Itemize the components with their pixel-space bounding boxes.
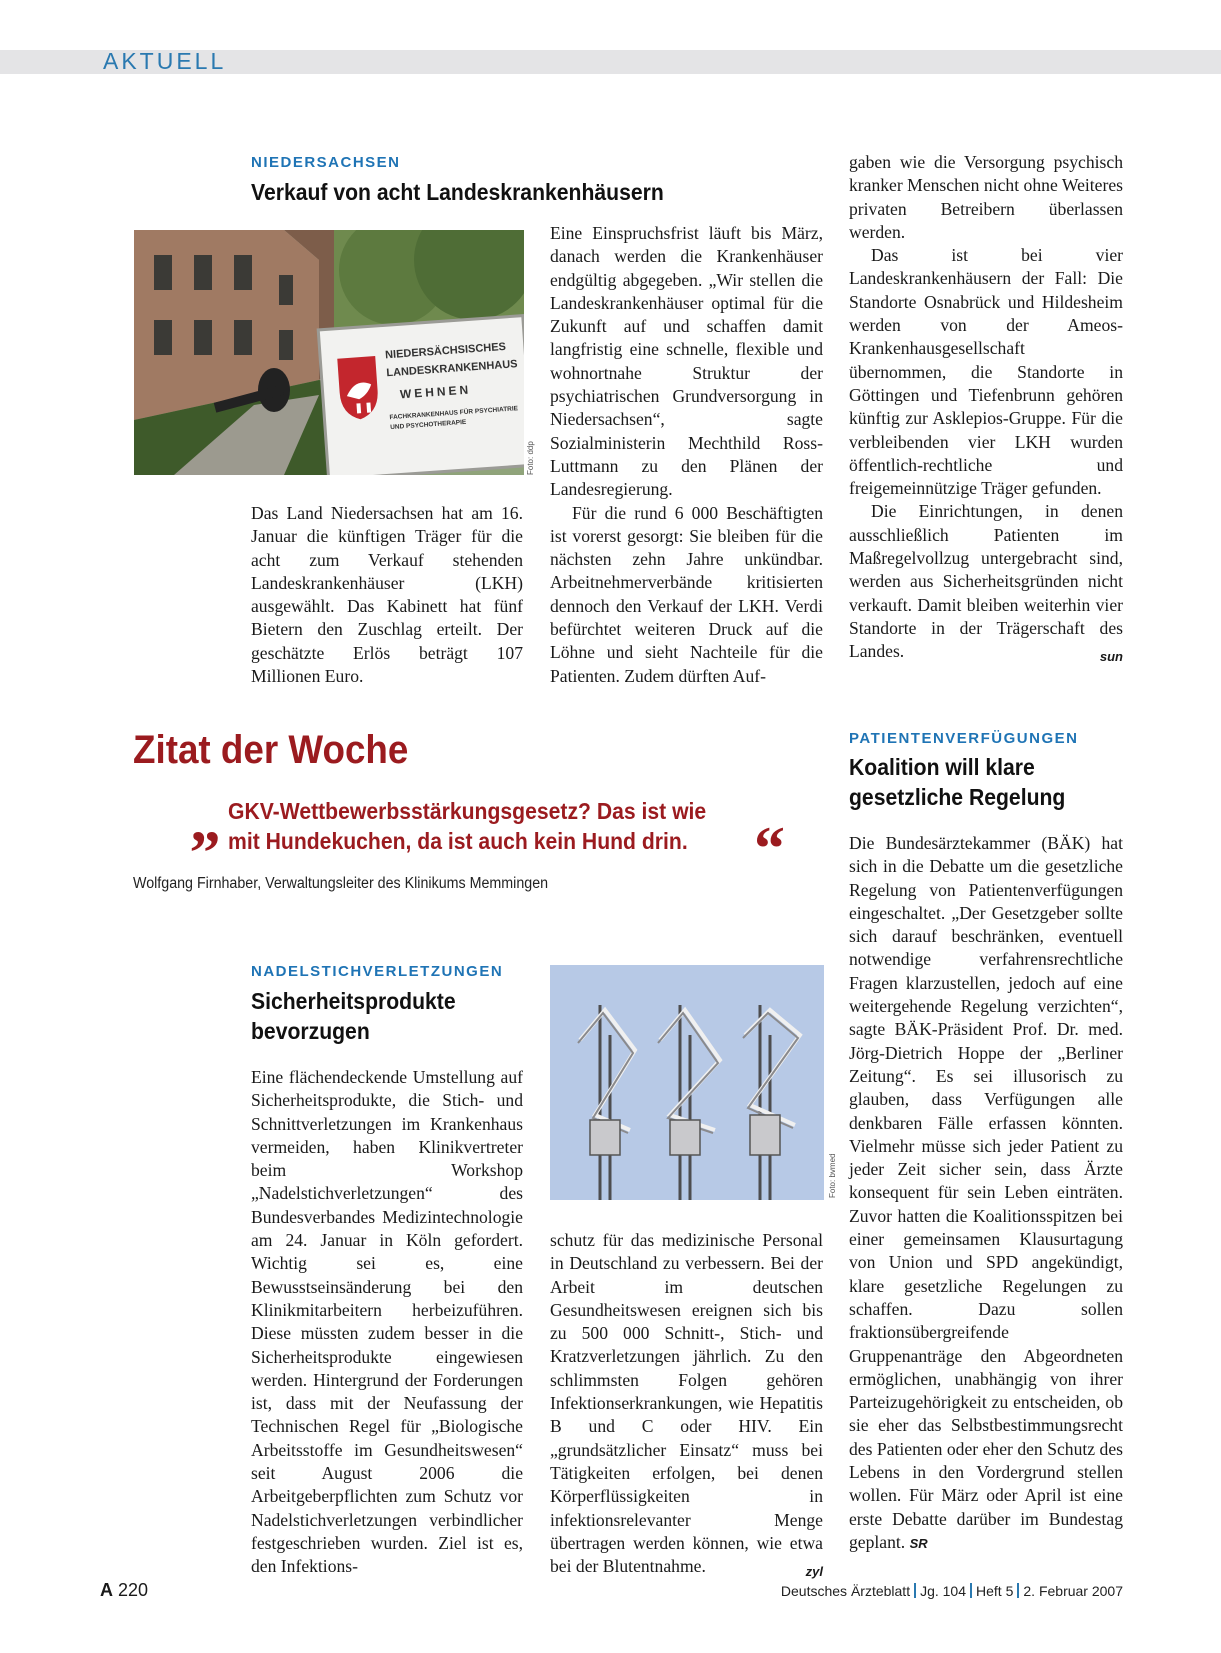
footer-volume: Jg. 104: [920, 1583, 967, 1599]
footer-divider: [1017, 1583, 1019, 1598]
article2-signature: SR: [909, 1535, 928, 1551]
article3-col1-text: Eine flächendeckende Umstellung auf Sicherheitsprodukte, die Stich- und Schnittverletzungen im Krankenhaus vermeiden, haben Klinikvertreter beim Workshop „Nadelstichverletzungen“ des Bundesverbandes Medizintechnologie am 24. Januar in Köln gefordert. Wichtig sei es, eine Bewusstseinsänderung bei den Klinikmitarbeitern herbeizuführen. Diese müssten zudem besser in die Sicherheitsprodukte eingewiesen werden. Hintergrund der Forderungen ist, dass mit der Neufassung der Technischen Regel für „Biologische Arbeitsstoffe im Gesundheitswesen“ seit August 2006 die Arbeitgeberpflichten zum Schutz vor Nadelstichverletzungen verbindlicher festgeschrieben wurden. Ziel ist es, den Infektions-: [251, 1067, 523, 1577]
article2-body-p: [849, 832, 1123, 1555]
article1-col1-text: Das Land Niedersachsen hat am 16. Januar die künftigen Träger für die acht zum Verkauf stehenden Landeskrankenhäuser (LKH) ausgewählt. Das Kabinett hat fünf Bietern den Zuschlag erteilt. Der geschätzte Erlös beträgt 107 Millionen Euro.: [251, 503, 523, 687]
article1-signature: sun: [1099, 649, 1123, 665]
footer-divider: [914, 1583, 916, 1598]
article1-headline: Verkauf von acht Landeskrankenhäusern: [251, 179, 664, 205]
article1-col3: [849, 151, 1123, 669]
article2-headline: Koalition will klare gesetzliche Regelung: [849, 754, 1066, 810]
footer-journal: Deutsches Ärzteblatt: [780, 1583, 911, 1599]
article2-kicker: PATIENTENVERFÜGUNGEN: [849, 730, 1079, 747]
article1-kicker: NIEDERSACHSEN: [251, 154, 401, 171]
article1-col2-p1: Eine Einspruchsfrist läuft bis März, danach werden die Krankenhäuser endgültig abgegeben. „Wir stellen die Landeskrankenhäuser optimal für die Zukunft auf und schaffen damit langfristig eine schnelle, flexible und wohnortnahe Struktur der psychiatrischen Grundversorgung in Niedersachsen“, sagte Sozialministerin Mechthild Ross-Luttmann zu den Plänen der Landesregierung.: [550, 223, 823, 500]
article1-photo: [134, 230, 524, 475]
sign-line-5: UND PSYCHOTHERAPIE: [389, 418, 467, 432]
article3-headline: Sicherheitsprodukte bevorzugen: [251, 988, 456, 1044]
quote-text: GKV-Wettbewerbsstärkungsgesetz? Das ist wie mit Hundekuchen, da ist auch kein Hund drin.: [228, 798, 707, 854]
article1-col3-p2: Das ist bei vier Landeskrankenhäusern der Fall: Die Standorte Osnabrück und Hildesheim werden von der Ameos-Krankenhausgesellschaft übernommen, die Standorte in Göttingen und Tiefenbrunn gehören künftig zur Asklepios-Gruppe. Für die verbleibenden vier LKH wurden öffentlich-rechtliche und freigemeinnützige Träger gefunden.: [849, 245, 1123, 499]
article3-signature: zyl: [805, 1564, 823, 1580]
footer-page-number: [100, 1580, 148, 1601]
quote-close-mark: “: [754, 815, 785, 883]
footer-page-value: 220: [118, 1580, 149, 1600]
footer-journal-info: [781, 1583, 1123, 1599]
quote-author: Wolfgang Firnhaber, Verwaltungsleiter des Klinikums Memmingen: [133, 875, 549, 892]
footer-date: 2. Februar 2007: [1023, 1583, 1123, 1599]
article2-body-text: Die Bundesärztekammer (BÄK) hat sich in die Debatte um die gesetzliche Regelung von Patientenverfügungen eingeschaltet. „Der Gesetzgeber sollte sich darauf beschränken, eventuell notwendige verfahrensrechtliche Fragen klarzustellen, jedoch auf eine weitergehende Regelung verzichten“, sagte BÄK-Präsident Prof. Dr. med. Jörg-Dietrich Hoppe der „Berliner Zeitung“. Es sei illusorisch zu glauben, dass Verfügungen alle denkbaren Fälle erfassen könnten. Vielmehr müsse sich jeder Patient zu jeder Zeit sicher sein, dass Ärzte konsequent für sein Leben einträten. Zuvor hatten die Koalitionsspitzen bei einer gemeinsamen Klausurtagung von Union und SPD angekündigt, klare gesetzliche Regelungen zu schaffen. Dazu sollen fraktionsübergreifende Gruppenanträge den Abgeordneten ermöglichen, unabhängig von ihrer Parteizugehörigkeit zu entscheiden, ob sie eher das Selbstbestimmungsrecht des Patienten oder eher den Schutz des Lebens in den Vordergrund stellen wollen. Für März oder April ist eine erste Debatte darüber im Bundestag geplant.: [849, 833, 1123, 1552]
sign-line-3: WEHNEN: [399, 382, 472, 402]
article3-photo: [550, 965, 824, 1200]
sign-line-1: NIEDERSÄCHSISCHES: [384, 340, 507, 362]
article1-col3-p1: gaben wie die Versorgung psychisch kranker Menschen nicht ohne Weiteres privaten Betreibern überlassen werden.: [849, 152, 1123, 242]
article3-kicker: NADELSTICHVERLETZUNGEN: [251, 963, 504, 980]
article3-col1: [251, 1066, 523, 1579]
article1-photo-credit: Foto: ddp: [526, 441, 535, 475]
article2-body: [849, 832, 1123, 1555]
article1-col3-p3: [849, 500, 1123, 663]
sign-line-4: FACHKRANKENHAUS FÜR PSYCHIATRIE: [389, 405, 519, 422]
quote-section-title: Zitat der Woche: [133, 728, 409, 772]
sign-line-2: LANDESKRANKENHAUS: [385, 358, 518, 380]
article1-col2: [550, 222, 823, 688]
footer-issue: Heft 5: [976, 1583, 1014, 1599]
article3-photo-credit: Foto: bvmed: [828, 1153, 837, 1198]
article1-col1: [251, 502, 523, 688]
article3-col2: [550, 1229, 823, 1583]
footer-divider: [970, 1583, 972, 1598]
quote-open-mark: „: [190, 787, 221, 855]
footer-page-prefix: A: [100, 1580, 113, 1600]
article3-col2-text: schutz für das medizinische Personal in Deutschland zu verbessern. Bei der Arbeit im deutschen Gesundheitswesen ereignen sich bis zu 500 000 Schnitt-, Stich- und Kratzverletzungen jährlich. Zu den schlimmsten Folgen gehören Infektionserkrankungen, wie Hepatitis B und C oder HIV. Ein „grundsätzlicher Einsatz“ muss bei Tätigkeiten erfolgen, bei denen Körperflüssigkeiten in infektionsrelevanter Menge übertragen werden können, wie etwa bei der Blutentnahme.: [550, 1230, 823, 1577]
section-label: AKTUELL: [103, 48, 227, 74]
article1-col3-p3-text: Die Einrichtungen, in denen ausschließlich Patienten im Maßregelvollzug untergebracht sind, werden aus Sicherheitsgründen nicht verkauft. Damit bleiben weiterhin vier Standorte in der Trägerschaft des Landes.: [849, 501, 1123, 662]
article3-col2-p: [550, 1229, 823, 1578]
article1-col2-p2: Für die rund 6 000 Beschäftigten ist vorerst gesorgt: Sie bleiben für die nächsten zehn Jahre unkündbar. Arbeitnehmerverbände kritisierten dennoch den Verkauf der LKH. Verdi befürchtet weiteren Druck auf die Löhne und sieht Nachteile für die Patienten. Zudem dürften Auf-: [550, 502, 823, 686]
